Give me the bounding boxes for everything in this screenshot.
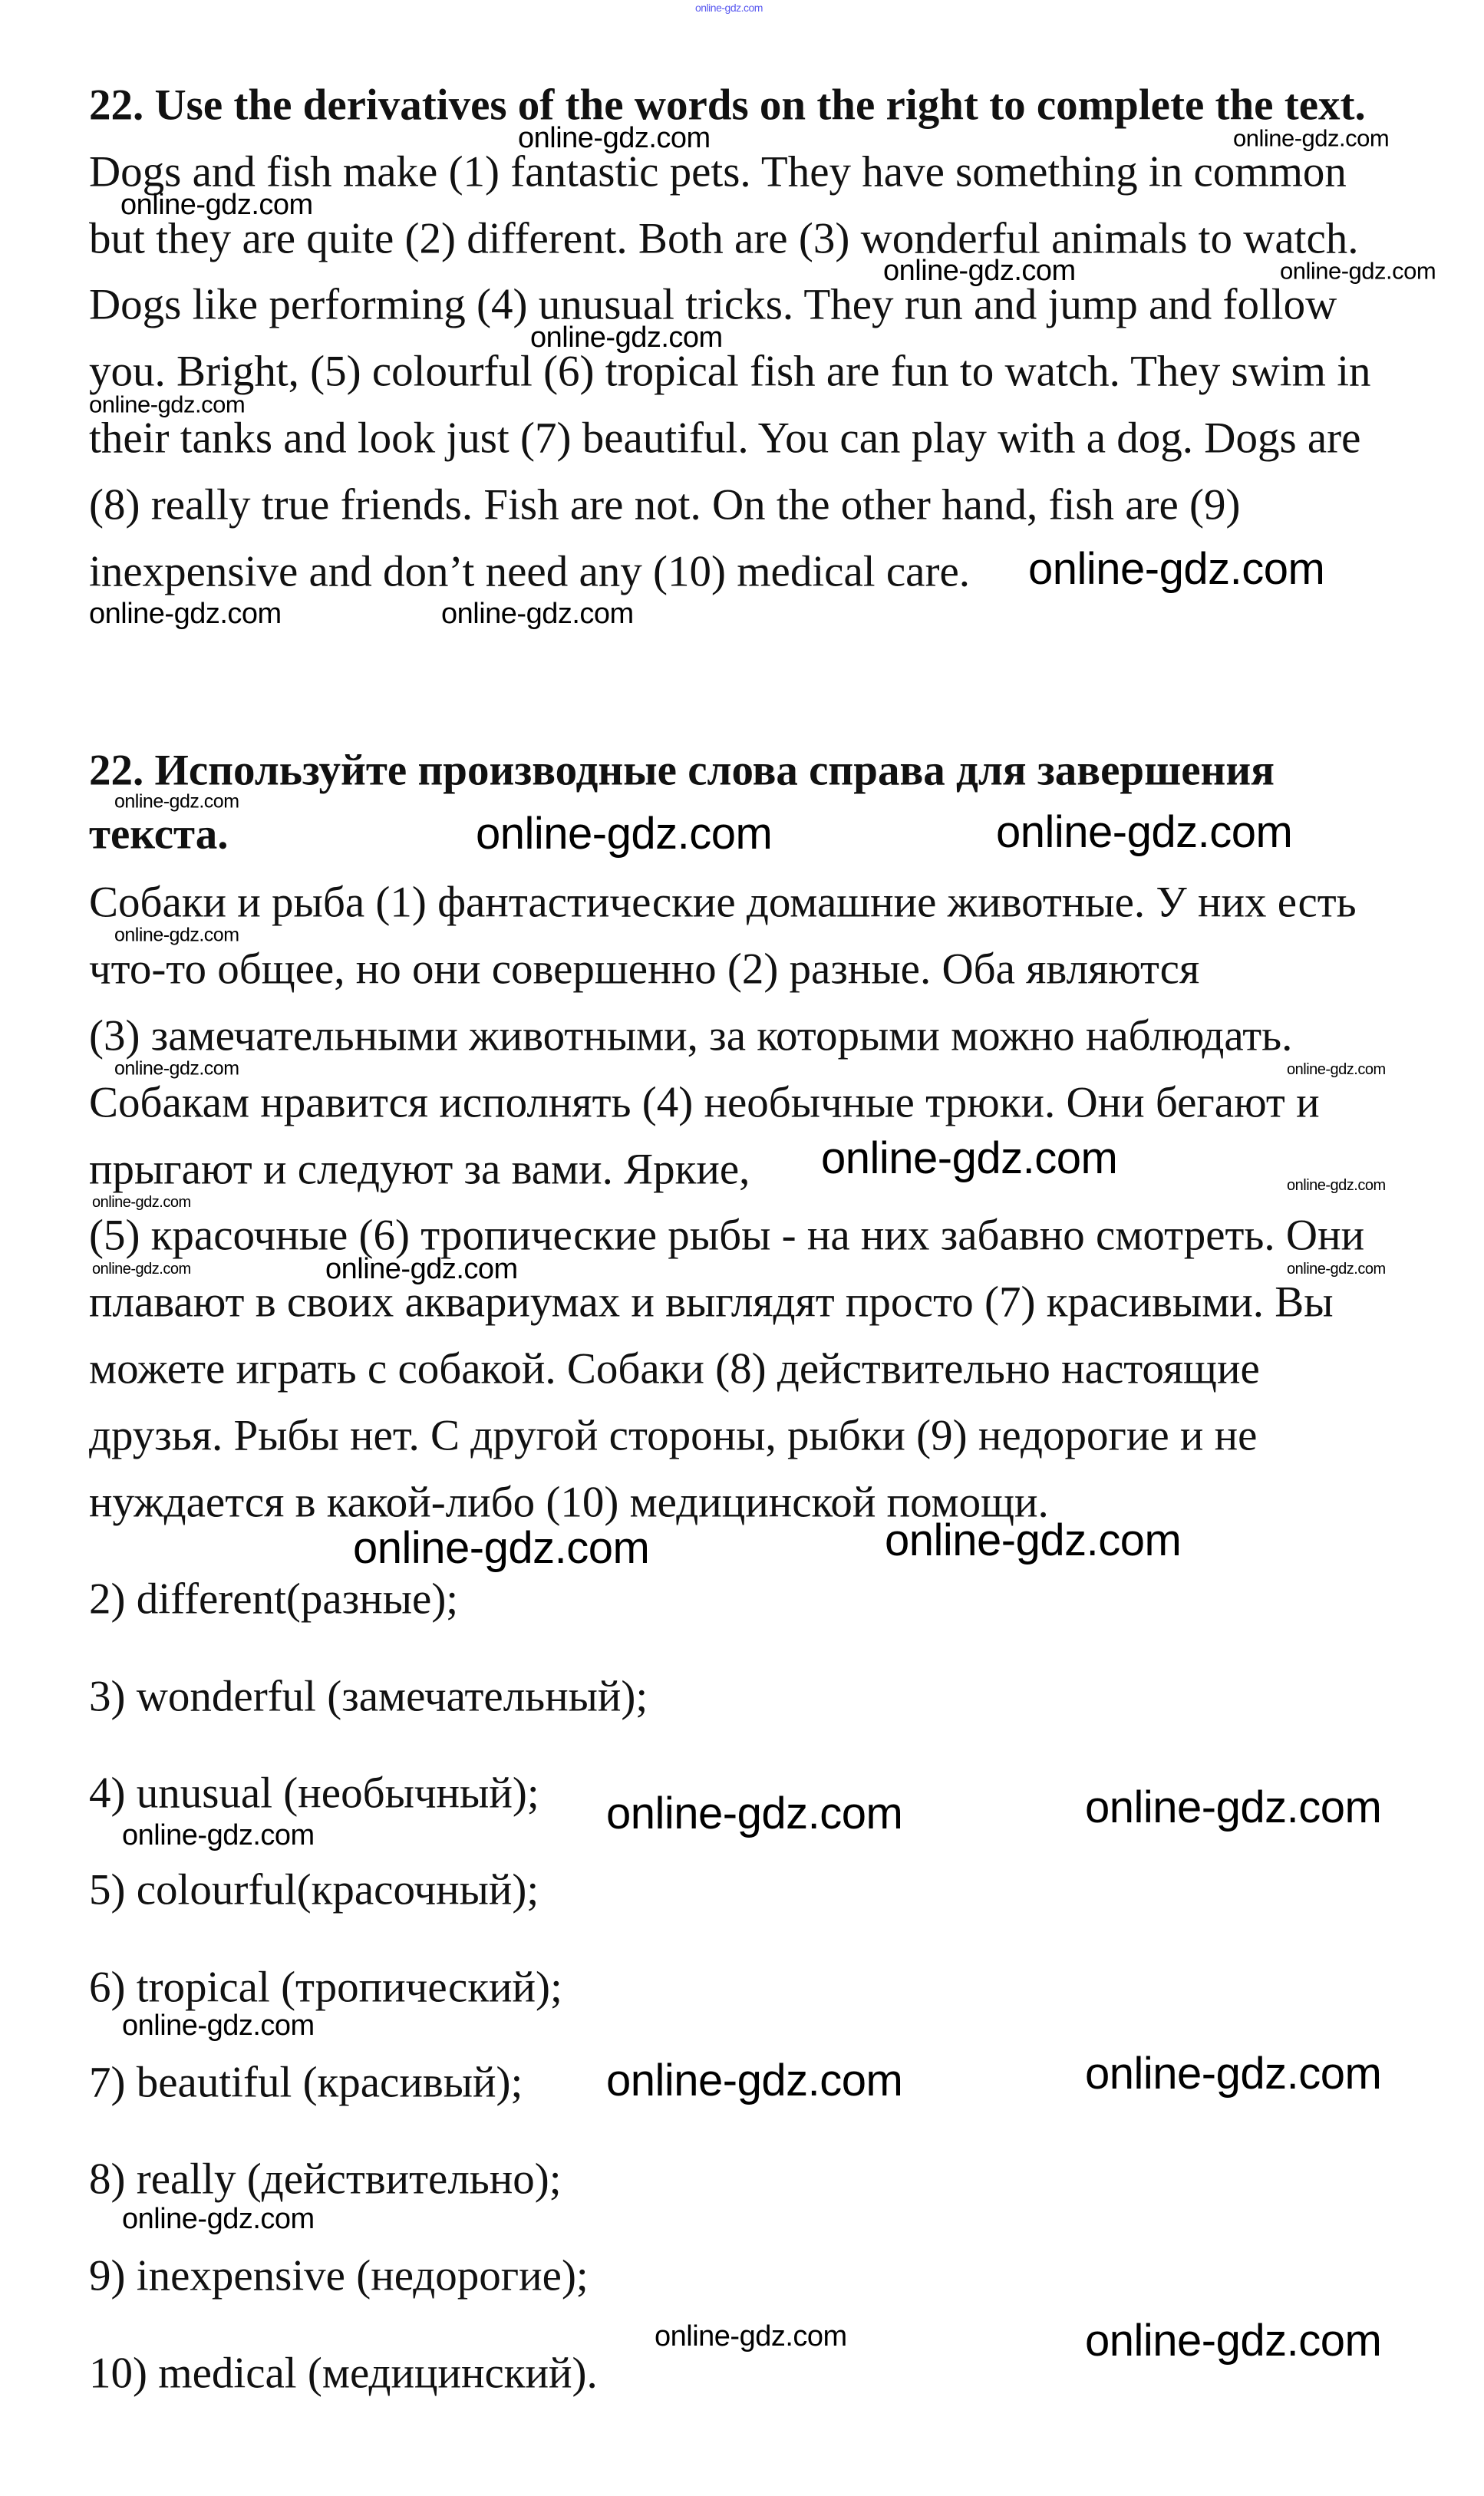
watermark: online-gdz.com (1085, 2316, 1382, 2366)
watermark: online-gdz.com (1085, 1782, 1382, 1832)
watermark: online-gdz.com (114, 924, 239, 946)
russian-line: что-то общее, но они совершенно (2) разные. Оба являются (89, 945, 1200, 994)
russian-line: нуждается в какой-либо (10) медицинской помощи. (89, 1478, 1049, 1527)
answer-item: 10) medical (медицинский). (89, 2349, 598, 2398)
answer-item: 5) colourful(красочный); (89, 1865, 539, 1914)
english-heading: 22. Use the derivatives of the words on the right to complete the text. (89, 81, 1366, 130)
watermark: online-gdz.com (996, 807, 1293, 857)
watermark: online-gdz.com (606, 1789, 903, 1838)
watermark: online-gdz.com (1028, 544, 1325, 594)
watermark: online-gdz.com (518, 122, 711, 154)
russian-line: Собаки и рыба (1) фантастические домашние животные. У них есть (89, 878, 1357, 927)
answer-item: 3) wonderful (замечательный); (89, 1672, 648, 1721)
watermark: online-gdz.com (1085, 2049, 1382, 2099)
watermark: online-gdz.com (89, 391, 246, 418)
watermark: online-gdz.com (353, 1523, 650, 1573)
watermark: online-gdz.com (1233, 124, 1390, 152)
russian-line: можете играть с собакой. Собаки (8) действительно настоящие (89, 1344, 1260, 1393)
watermark: online-gdz.com (1287, 1261, 1386, 1278)
english-line: Dogs like performing (4) unusual tricks. They run and jump and follow (89, 280, 1337, 329)
russian-line: (5) красочные (6) тропические рыбы - на них забавно смотреть. Они (89, 1211, 1365, 1260)
english-line: (8) really true friends. Fish are not. On the other hand, fish are (9) (89, 480, 1241, 529)
watermark: online-gdz.com (92, 1194, 191, 1211)
english-line: you. Bright, (5) colourful (6) tropical fish are fun to watch. They swim in (89, 347, 1371, 396)
english-line: but they are quite (2) different. Both are (3) wonderful animals to watch. (89, 214, 1359, 263)
russian-line: прыгают и следуют за вами. Яркие, (89, 1145, 750, 1194)
watermark: online-gdz.com (885, 1515, 1182, 1565)
watermark: online-gdz.com (1287, 1177, 1386, 1194)
watermark: online-gdz.com (89, 598, 282, 630)
watermark: online-gdz.com (114, 1057, 239, 1080)
watermark: online-gdz.com (695, 2, 763, 14)
answer-item: 7) beautiful (красивый); (89, 2058, 523, 2107)
watermark: online-gdz.com (120, 189, 313, 221)
watermark: online-gdz.com (122, 2010, 315, 2042)
watermark: online-gdz.com (122, 2203, 315, 2235)
answer-item: 2) different(разные); (89, 1574, 459, 1624)
watermark: online-gdz.com (122, 1819, 315, 1851)
watermark: online-gdz.com (114, 790, 239, 813)
watermark: online-gdz.com (821, 1133, 1118, 1183)
russian-heading-cont: текста. (89, 809, 229, 859)
watermark: online-gdz.com (655, 2320, 847, 2353)
watermark: online-gdz.com (92, 1261, 191, 1278)
english-line: inexpensive and don’t need any (10) medical care. (89, 547, 970, 596)
watermark: online-gdz.com (325, 1253, 518, 1285)
russian-line: друзья. Рыбы нет. С другой стороны, рыбки (9) недорогие и не (89, 1411, 1258, 1460)
answer-item: 6) tropical (тропический); (89, 1963, 562, 2012)
watermark: online-gdz.com (476, 809, 773, 859)
russian-line: Собакам нравится исполнять (4) необычные трюки. Они бегают и (89, 1078, 1320, 1127)
russian-line: (3) замечательными животными, за которыми можно наблюдать. (89, 1011, 1293, 1060)
english-line: their tanks and look just (7) beautiful. You can play with a dog. Dogs are (89, 414, 1361, 463)
english-line: Dogs and fish make (1) fantastic pets. They have something in common (89, 147, 1347, 196)
watermark: online-gdz.com (1287, 1061, 1386, 1078)
watermark: online-gdz.com (883, 255, 1076, 287)
watermark: online-gdz.com (441, 598, 634, 630)
russian-heading: 22. Используйте производные слова справа для завершения (89, 746, 1275, 795)
answer-item: 9) inexpensive (недорогие); (89, 2251, 589, 2300)
russian-line: плавают в своих аквариумах и выглядят просто (7) красивыми. Вы (89, 1278, 1334, 1327)
answer-item: 4) unusual (необычный); (89, 1769, 539, 1818)
watermark: online-gdz.com (606, 2056, 903, 2105)
answer-item: 8) really (действительно); (89, 2155, 562, 2204)
watermark: online-gdz.com (1280, 257, 1436, 285)
watermark: online-gdz.com (530, 321, 723, 354)
